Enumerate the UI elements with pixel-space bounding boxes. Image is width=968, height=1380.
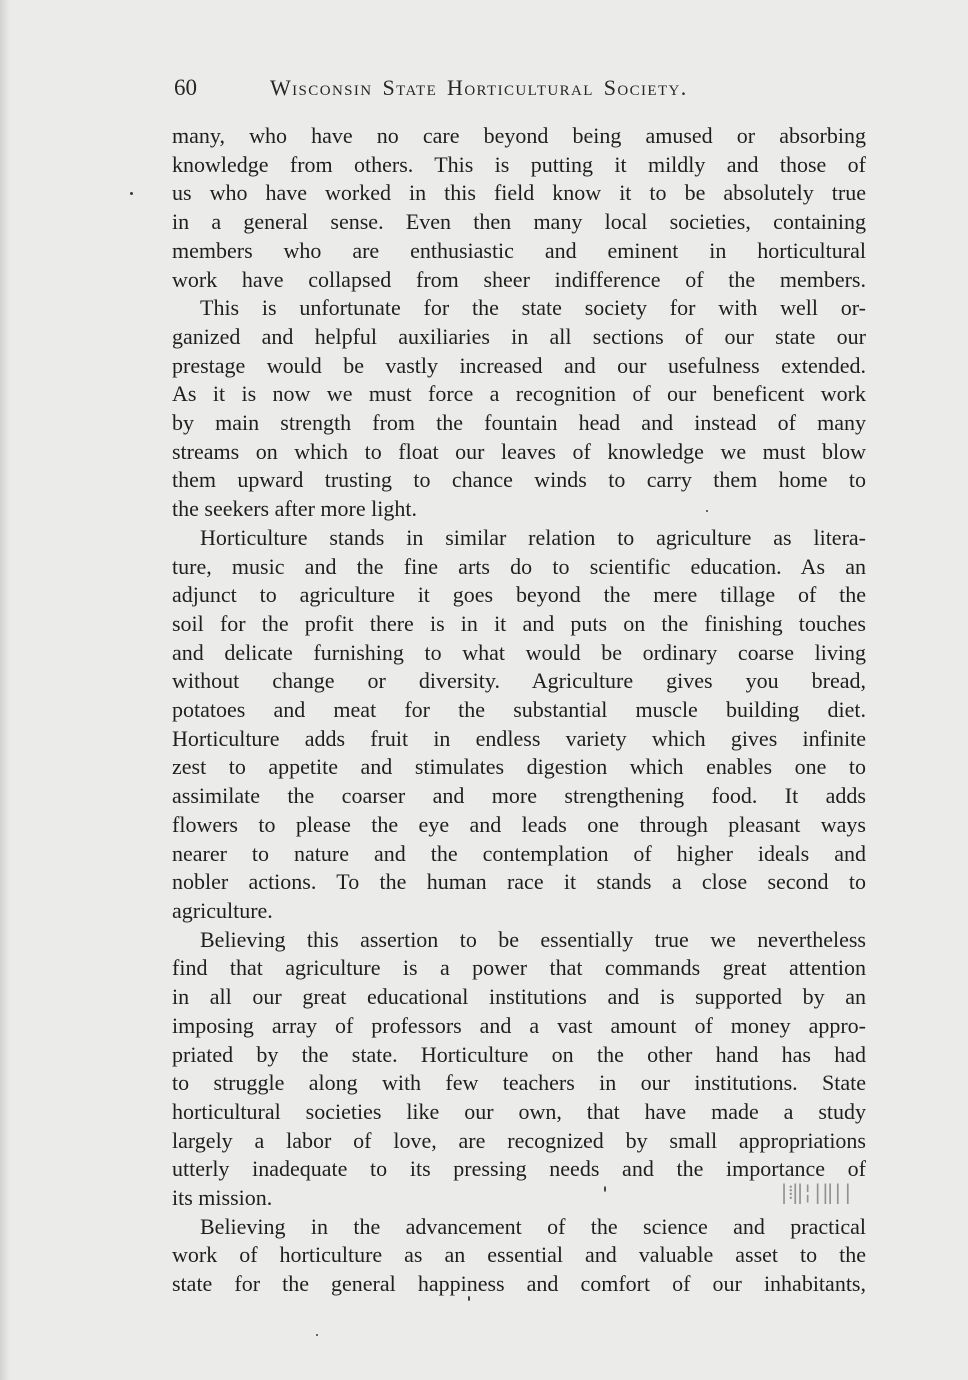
text-line: to struggle along with few teachers in our institutions. State — [172, 1070, 866, 1096]
ink-speck — [316, 1334, 318, 1336]
ink-speck — [604, 1186, 606, 1192]
paragraph-2 — [172, 294, 866, 524]
text-line: ganized and helpful auxiliaries in all sections of our state our — [172, 323, 866, 349]
text-line: many, who have no care beyond being amused or absorbing — [172, 123, 866, 148]
text-line: Believing in the advancement of the science and practical — [200, 1213, 866, 1239]
text-line: agriculture. — [172, 897, 273, 923]
text-line: work have collapsed from sheer indifference of the members. — [172, 266, 866, 292]
running-title: Wisconsin State Horticultural Society. — [270, 75, 688, 100]
text-line: in a general sense. Even then many local societies, containing — [172, 209, 866, 235]
ink-speck — [706, 510, 708, 512]
text-line: potatoes and meat for the substantial muscle building diet. — [172, 697, 866, 723]
text-line: horticultural societies like our own, that have made a study — [172, 1098, 866, 1124]
text-line: Horticulture stands in similar relation to agriculture as litera- — [200, 524, 866, 550]
text-line: nobler actions. To the human race it stands a close second to — [172, 869, 866, 895]
paragraph-1 — [172, 122, 866, 294]
text-line: soil for the profit there is in it and puts on the finishing touches — [172, 610, 866, 636]
text-line: Horticulture adds fruit in endless variety which gives infinite — [172, 725, 866, 751]
text-line: and delicate furnishing to what would be ordinary coarse living — [172, 639, 866, 665]
text-line: flowers to please the eye and leads one through pleasant ways — [172, 811, 866, 837]
text-line: priated by the state. Horticulture on the other hand has had — [172, 1041, 866, 1067]
paragraph-3 — [172, 524, 866, 926]
body-text — [172, 122, 866, 1299]
page-number: 60 — [174, 75, 197, 100]
text-line: zest to appetite and stimulates digestion which enables one to — [172, 754, 866, 780]
ink-speck — [130, 192, 133, 195]
paragraph-5 — [172, 1213, 866, 1299]
text-line: the seekers after more light. — [172, 496, 417, 522]
text-line: streams on which to float our leaves of knowledge we must blow — [172, 438, 866, 464]
text-line: members who are enthusiastic and eminent in horticultural — [172, 237, 866, 263]
text-line: nearer to nature and the contemplation of higher ideals and — [172, 840, 866, 866]
running-header — [174, 70, 874, 110]
text-line: As it is now we must force a recognition of our beneficent work — [172, 381, 866, 407]
text-line: This is unfortunate for the state society for with well or- — [200, 295, 866, 321]
text-line: assimilate the coarser and more strengthening food. It adds — [172, 783, 866, 809]
text-line: adjunct to agriculture it goes beyond the mere tillage of the — [172, 582, 866, 608]
text-line: utterly inadequate to its pressing needs and the importance of — [172, 1156, 866, 1182]
text-line: us who have worked in this field know it to be absolutely true — [172, 180, 866, 206]
text-line: largely a labor of love, are recognized by small appropriations — [172, 1127, 866, 1153]
text-line: knowledge from others. This is putting it mildly and those of — [172, 151, 866, 177]
text-line: them upward trusting to chance winds to carry them home to — [172, 467, 866, 493]
scan-artifact-mark: |⁞‖¦|‖|| — [778, 1180, 852, 1204]
text-line: state for the general happiness and comfort of our inhabitants, — [172, 1271, 866, 1297]
text-line: its mission. — [172, 1185, 273, 1211]
text-line: work of horticulture as an essential and valuable asset to the — [172, 1242, 866, 1268]
text-line: in all our great educational institutions and is supported by an — [172, 984, 866, 1010]
text-line: ture, music and the fine arts do to scientific education. As an — [172, 553, 866, 579]
text-line: by main strength from the fountain head and instead of many — [172, 410, 866, 436]
paragraph-4 — [172, 926, 866, 1213]
text-line: imposing array of professors and a vast amount of money appro- — [172, 1012, 866, 1038]
text-line: Believing this assertion to be essentially true we nevertheless — [200, 926, 866, 952]
text-line: without change or diversity. Agriculture gives you bread, — [172, 668, 866, 694]
text-line: find that agriculture is a power that commands great attention — [172, 955, 866, 981]
ink-speck — [468, 1296, 470, 1301]
text-line: prestage would be vastly increased and our usefulness extended. — [172, 352, 866, 378]
